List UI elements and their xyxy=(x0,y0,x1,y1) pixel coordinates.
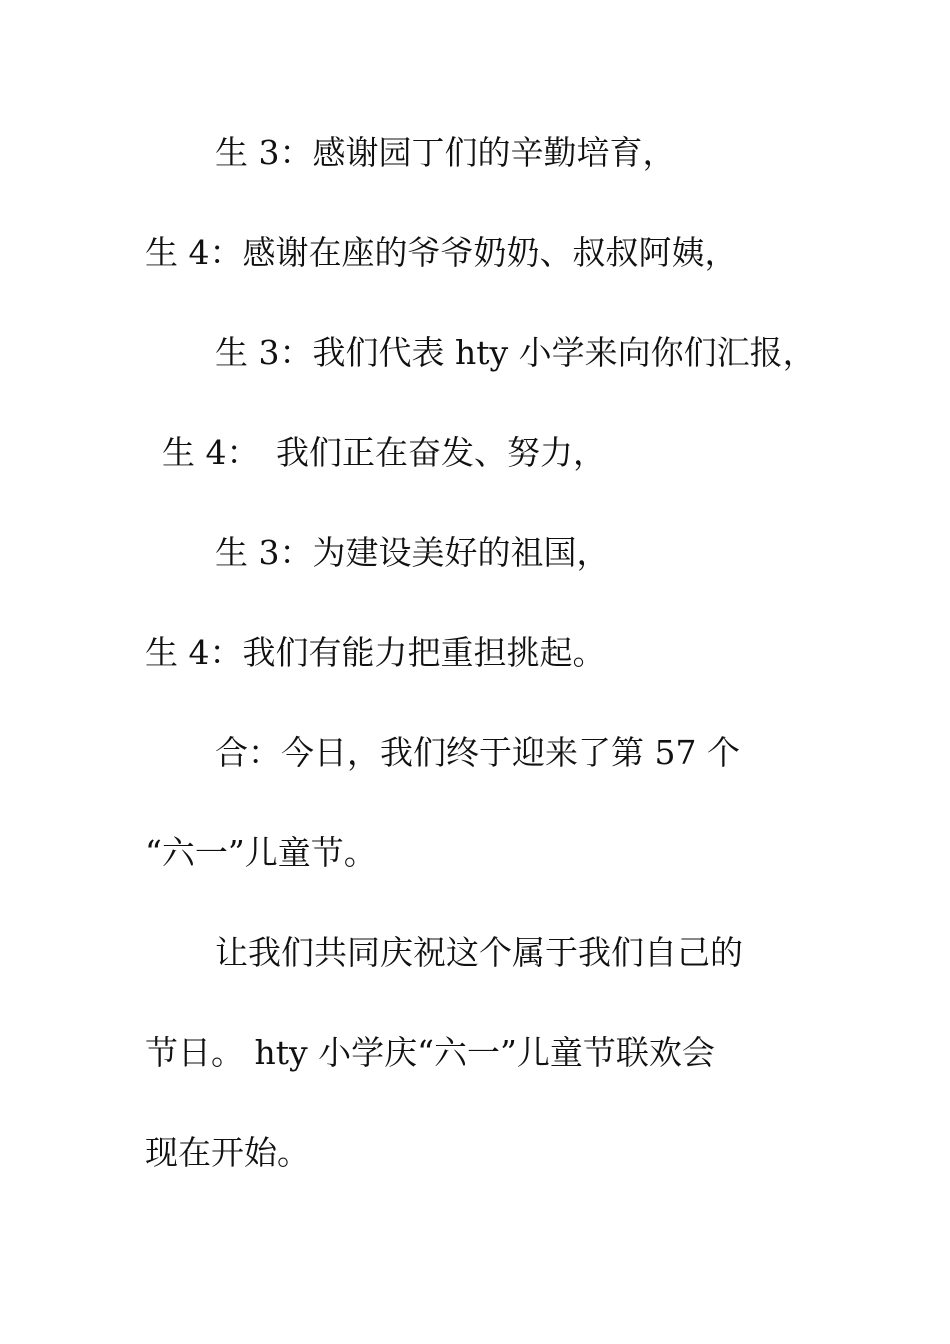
text-line: 现在开始。 xyxy=(145,1133,310,1172)
text-line: 生 3：为建设美好的祖国， xyxy=(215,533,610,572)
text-line: 生 3：我们代表 hty 小学来向你们汇报， xyxy=(215,333,816,372)
text-line: “六一”儿童节。 xyxy=(145,833,377,872)
text-line: 生 4：感谢在座的爷爷奶奶、叔叔阿姨， xyxy=(145,233,738,272)
text-line: 生 3：感谢园丁们的辛勤培育， xyxy=(215,133,676,172)
text-line: 生 4： 我们正在奋发、努力， xyxy=(162,433,606,472)
text-line: 合：今日，我们终于迎来了第 57 个 xyxy=(215,733,740,772)
text-line: 生 4：我们有能力把重担挑起。 xyxy=(145,633,606,672)
text-line: 让我们共同庆祝这个属于我们自己的 xyxy=(215,933,743,972)
text-line: 节日。 hty 小学庆“六一”儿童节联欢会 xyxy=(145,1033,715,1072)
